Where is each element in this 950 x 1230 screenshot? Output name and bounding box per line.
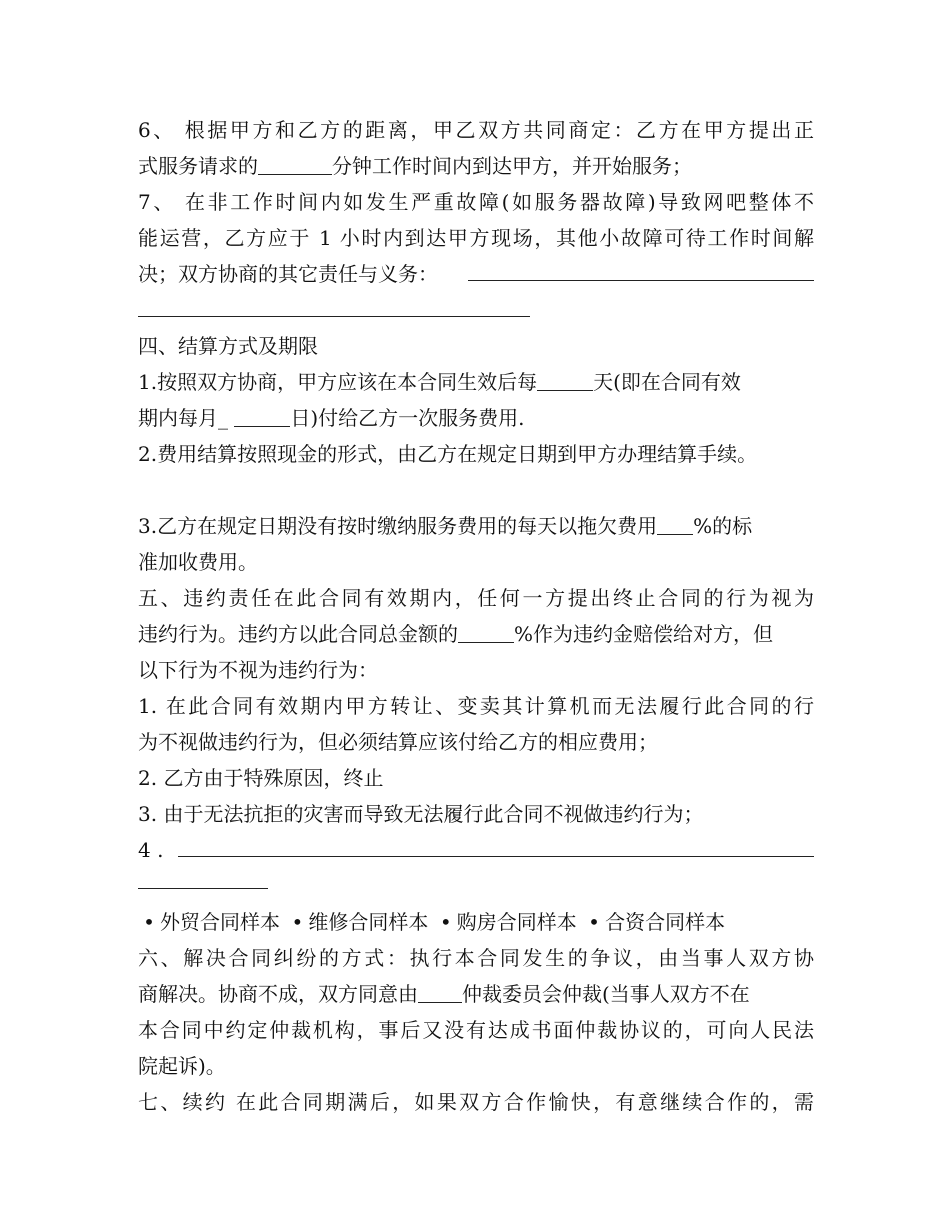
section-6-line-2: [138, 976, 814, 1012]
penalty-rate-blank: [657, 514, 693, 535]
clause-7-line-2: 能运营，乙方应于 1 小时内到达甲方现场，其他小故障可待工作时间解: [138, 226, 814, 250]
item-4-blank-line-1: [178, 856, 814, 857]
related-link-joint-venture-contract[interactable]: 合资合同样本: [605, 910, 726, 934]
related-link-repair-contract[interactable]: 维修合同样本: [308, 910, 429, 934]
days-blank: [537, 370, 593, 391]
section-4-item-1-line-2: [138, 400, 814, 436]
bullet-2: •: [291, 910, 304, 934]
item-4-blank-line-2: [138, 888, 268, 889]
section-4-item-1-text-c: 期内每月_: [138, 406, 235, 430]
section-4-item-3-text-a: 3.乙方在规定日期没有按时缴纳服务费用的每天以拖欠费用: [138, 514, 658, 538]
section-6-line-3: 本合同中约定仲裁机构，事后又没有达成书面仲裁协议的，可向人民法: [138, 1018, 814, 1042]
section-5-line-2: [138, 616, 814, 652]
section-5-item-2: 2. 乙方由于特殊原因，终止: [138, 766, 384, 790]
section-6-line-4: 院起诉)。: [138, 1054, 226, 1078]
contract-page: [138, 112, 814, 1120]
section-5-item-4-text: 4 .: [138, 838, 164, 862]
clause-6-text-b: 分钟工作时间内到达甲方，并开始服务；: [332, 154, 692, 178]
section-4-item-1-text-d: 日)付给乙方一次服务费用.: [290, 406, 525, 430]
section-5-item-4-continued: [138, 868, 814, 904]
section-6-line-1: 六、解决合同纠纷的方式：执行本合同发生的争议，由当事人双方协: [138, 946, 814, 970]
section-4-item-1-line-1: [138, 364, 814, 400]
section-4-item-1-text-a: 1.按照双方协商，甲方应该在本合同生效后每: [138, 370, 538, 394]
clause-7-line-1: 7、 在非工作时间内如发生严重故障(如服务器故障)导致网吧整体不: [138, 190, 814, 214]
clause-7-line-3: [138, 256, 814, 292]
section-6-text-b: 仲裁委员会仲裁(当事人双方不在: [462, 982, 750, 1006]
section-4-item-1-text-b: 天(即在合同有效: [593, 370, 741, 394]
spacer: [138, 472, 814, 508]
section-5-item-1-line-2: 为不视做违约行为，但必须结算应该付给乙方的相应费用；: [138, 730, 658, 754]
clause-7-line-4: [138, 292, 814, 328]
related-link-house-purchase-contract[interactable]: 购房合同样本: [456, 910, 577, 934]
section-6-text-a: 商解决。协商不成，双方同意由: [138, 982, 418, 1006]
section-5-text-a: 违约行为。违约方以此合同总金额的: [138, 622, 458, 646]
clause-7-text: 决；双方协商的其它责任与义务：: [138, 262, 438, 286]
section-7-line-1: 七、续约 在此合同期满后，如果双方合作愉快，有意继续合作的，需: [138, 1090, 814, 1114]
section-4-item-3-line-1: [138, 508, 814, 544]
section-5-item-4: [138, 832, 814, 868]
section-5-item-1-line-1: 1. 在此合同有效期内甲方转让、变卖其计算机而无法履行此合同的行: [138, 694, 814, 718]
liquidated-damages-blank: [458, 622, 514, 643]
section-5-line-1: 五、违约责任在此合同有效期内，任何一方提出终止合同的行为视为: [138, 586, 814, 610]
section-5-line-3: 以下行为不视为违约行为：: [138, 658, 378, 682]
clause-6-line-2: [138, 148, 814, 184]
section-4-item-3-text-b: %的标: [693, 514, 753, 538]
day-of-month-blank: [234, 406, 290, 427]
section-5-text-b: %作为违约金赔偿给对方，但: [514, 622, 774, 646]
duties-blank-line-2: [138, 316, 530, 317]
related-link-trade-contract[interactable]: 外贸合同样本: [160, 910, 280, 934]
section-4-heading: 四、结算方式及期限: [138, 334, 318, 358]
section-4-item-2: 2.费用结算按照现金的形式，由乙方在规定日期到甲方办理结算手续。: [138, 442, 758, 466]
related-links: [138, 904, 814, 940]
duties-blank-line-1: [468, 280, 814, 281]
minutes-blank: [258, 154, 332, 175]
arbitration-committee-blank: [418, 982, 462, 1003]
clause-6-line-1: 6、 根据甲方和乙方的距离，甲乙双方共同商定：乙方在甲方提出正: [138, 118, 814, 142]
section-5-item-3: 3. 由于无法抗拒的灾害而导致无法履行此合同不视做违约行为；: [138, 802, 704, 826]
bullet-4: •: [588, 910, 600, 934]
section-4-item-3-line-2: 准加收费用。: [138, 550, 258, 574]
bullet-1: •: [143, 910, 155, 934]
bullet-3: •: [439, 910, 452, 934]
clause-6-text-a: 式服务请求的: [138, 154, 258, 178]
